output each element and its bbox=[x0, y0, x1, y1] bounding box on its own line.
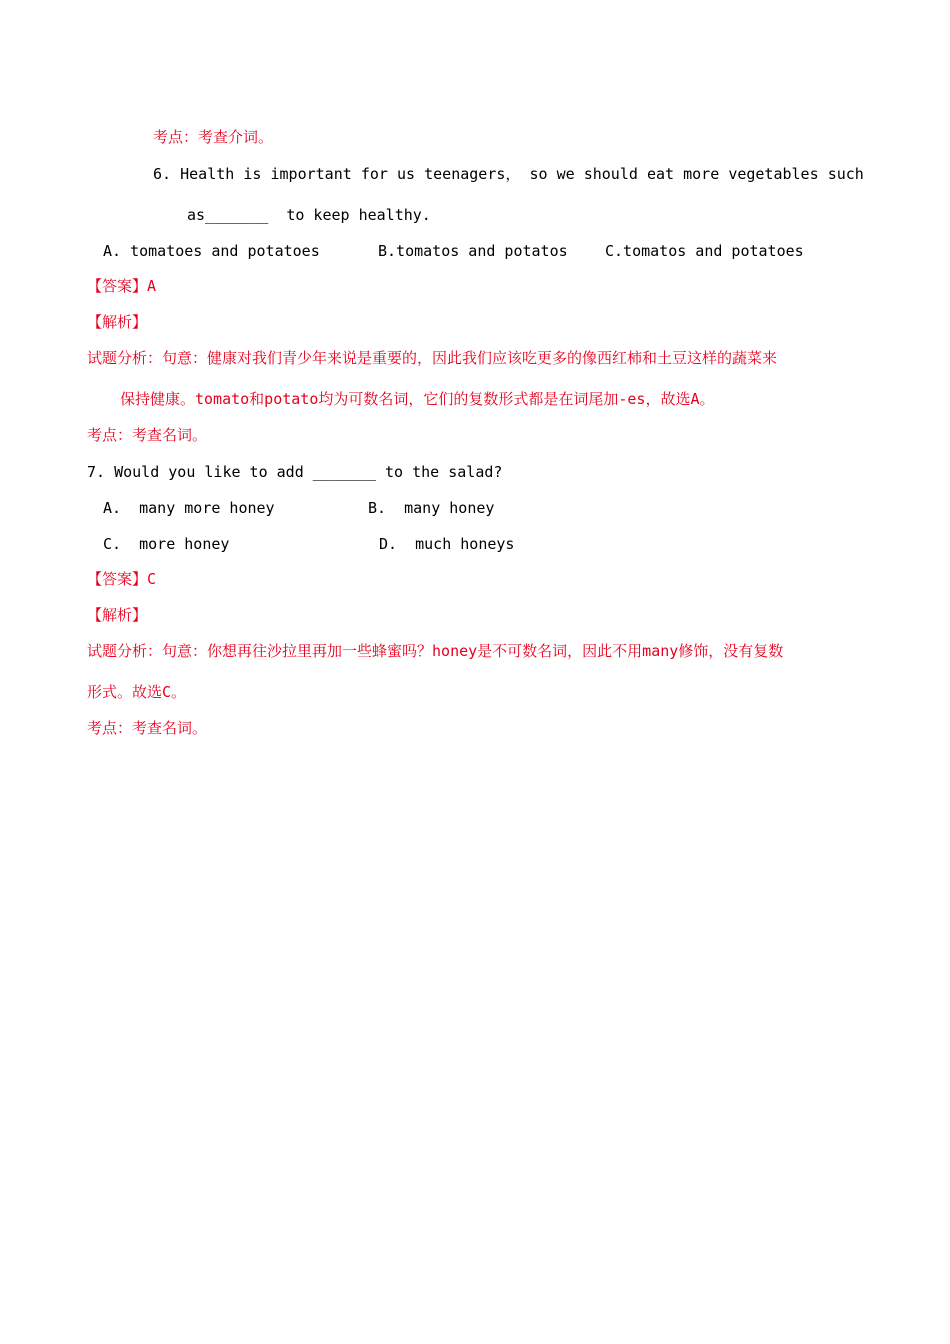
q6-word: teenagers， bbox=[424, 165, 521, 183]
q6-word: important bbox=[270, 165, 352, 183]
q6-word: 6. bbox=[153, 165, 172, 183]
q6-word: such bbox=[827, 165, 864, 183]
q7-jiexi-heading: 【解析】 bbox=[87, 606, 148, 624]
q6-word: more bbox=[683, 165, 720, 183]
q7-option-a: A. many more honey bbox=[103, 499, 275, 517]
q6-word: so bbox=[529, 165, 548, 183]
q6-jiexi-heading: 【解析】 bbox=[87, 313, 148, 331]
q7-option-c: C. more honey bbox=[103, 535, 230, 553]
q6-kaodian: 考点：考查名词。 bbox=[87, 426, 208, 444]
q7-kaodian: 考点：考查名词。 bbox=[87, 719, 208, 737]
q7-option-d: D. much honeys bbox=[379, 535, 515, 553]
q5-kaodian: 考点：考查介词。 bbox=[153, 128, 274, 146]
q6-word: Health bbox=[180, 165, 235, 183]
q6-word: is bbox=[243, 165, 262, 183]
q6-word: for bbox=[360, 165, 388, 183]
q7-analysis-line1: 试题分析：句意：你想再往沙拉里再加一些蜂蜜吗？honey是不可数名词，因此不用many修饰，没有复数 bbox=[87, 642, 784, 660]
q6-option-b: B.tomatos and potatos bbox=[378, 242, 568, 260]
q6-option-c: C.tomatos and potatoes bbox=[605, 242, 804, 260]
q6-word: vegetables bbox=[728, 165, 819, 183]
q6-word: we bbox=[556, 165, 575, 183]
q6-option-a: A. tomatoes and potatoes bbox=[103, 242, 320, 260]
q6-word: us bbox=[397, 165, 416, 183]
q6-word: should bbox=[583, 165, 638, 183]
q6-stem-line2: as_______ to keep healthy. bbox=[187, 206, 431, 224]
q6-word: eat bbox=[646, 165, 675, 183]
q7-analysis-line2: 形式。故选C。 bbox=[87, 683, 187, 701]
q6-answer: 【答案】A bbox=[87, 277, 157, 295]
q6-stem-line1 bbox=[153, 164, 864, 184]
q7-option-b: B. many honey bbox=[368, 499, 495, 517]
q7-answer: 【答案】C bbox=[87, 570, 157, 588]
q6-analysis-line1: 试题分析：句意：健康对我们青少年来说是重要的，因此我们应该吃更多的像西红柿和土豆这样的蔬菜来 bbox=[87, 349, 778, 367]
q7-stem: 7. Would you like to add _______ to the salad? bbox=[87, 463, 503, 481]
q6-analysis-line2: 保持健康。tomato和potato均为可数名词，它们的复数形式都是在词尾加-es，故选A。 bbox=[120, 390, 715, 408]
